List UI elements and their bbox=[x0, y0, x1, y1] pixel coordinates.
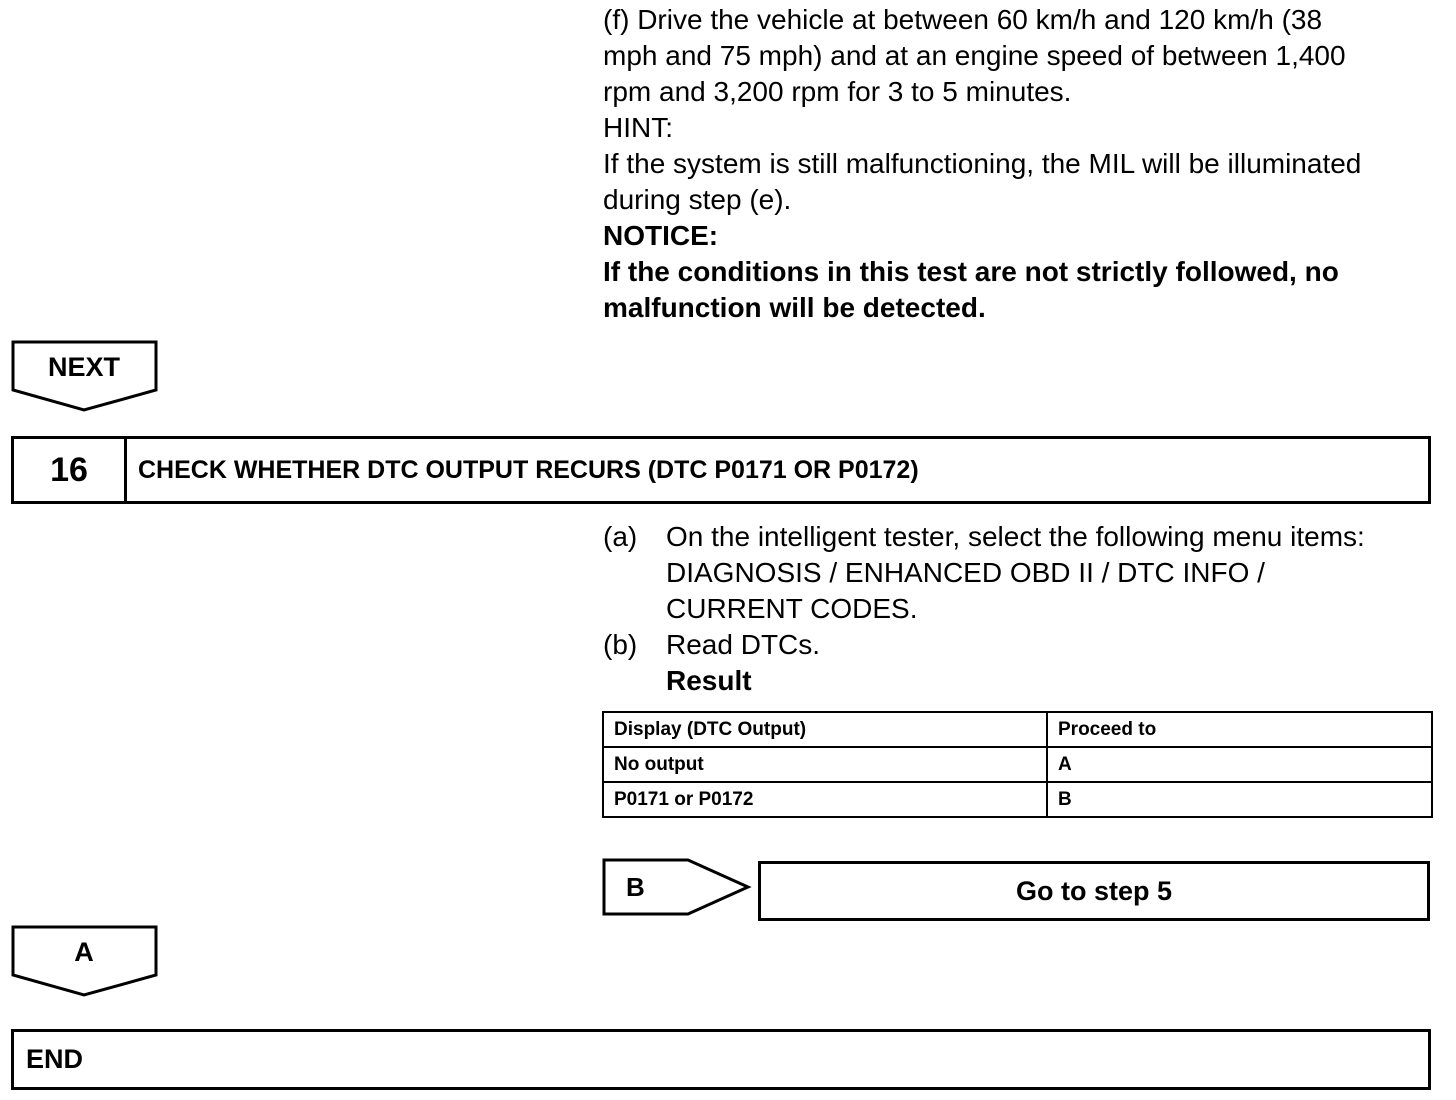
branch-a-label: A bbox=[74, 937, 94, 967]
step-b-marker: (b) bbox=[603, 629, 638, 660]
branch-b-arrow-shape bbox=[602, 858, 752, 918]
step-16-header bbox=[11, 436, 1431, 504]
goto-step-box: Go to step 5 bbox=[758, 861, 1430, 921]
step-number: 16 bbox=[14, 439, 127, 501]
table-header-row bbox=[603, 712, 1432, 747]
text-line: If the system is still malfunctioning, the MIL will be illuminated bbox=[603, 148, 1362, 179]
text-line: malfunction will be detected. bbox=[603, 292, 986, 323]
hint-label: HINT: bbox=[603, 112, 673, 143]
table-header-cell: Proceed to bbox=[1047, 712, 1432, 747]
step-a-marker: (a) bbox=[603, 521, 638, 552]
table-cell: P0171 or P0172 bbox=[603, 782, 1047, 817]
step-title: CHECK WHETHER DTC OUTPUT RECURS (DTC P0171 OR P0172) bbox=[138, 455, 919, 484]
result-table bbox=[602, 711, 1433, 818]
table-cell: A bbox=[1047, 747, 1432, 782]
table-row bbox=[603, 782, 1432, 817]
text-line: CURRENT CODES. bbox=[666, 593, 918, 624]
end-box: END bbox=[11, 1029, 1431, 1090]
step-b-text: Read DTCs. bbox=[666, 629, 821, 660]
table-header-cell: Display (DTC Output) bbox=[603, 712, 1047, 747]
notice-label: NOTICE: bbox=[603, 220, 719, 251]
text-line: If the conditions in this test are not strictly followed, no bbox=[603, 256, 1339, 287]
step-a-text bbox=[666, 519, 1446, 627]
branch-b-label: B bbox=[626, 872, 645, 902]
result-label: Result bbox=[666, 665, 752, 696]
branch-a-arrow bbox=[11, 925, 159, 999]
branch-b-arrow bbox=[602, 858, 752, 918]
text-line: DIAGNOSIS / ENHANCED OBD II / DTC INFO / bbox=[666, 557, 1265, 588]
next-arrow bbox=[11, 340, 159, 414]
table-cell: B bbox=[1047, 782, 1432, 817]
table-cell: No output bbox=[603, 747, 1047, 782]
text-line: mph and 75 mph) and at an engine speed of between 1,400 bbox=[603, 40, 1346, 71]
text-line: (f) Drive the vehicle at between 60 km/h and 120 km/h (38 bbox=[603, 4, 1323, 35]
next-arrow-label: NEXT bbox=[47, 352, 120, 382]
text-line: On the intelligent tester, select the following menu items: bbox=[666, 521, 1365, 552]
text-line: during step (e). bbox=[603, 184, 792, 215]
drive-instruction bbox=[603, 2, 1443, 326]
text-line: rpm and 3,200 rpm for 3 to 5 minutes. bbox=[603, 76, 1072, 107]
table-row bbox=[603, 747, 1432, 782]
